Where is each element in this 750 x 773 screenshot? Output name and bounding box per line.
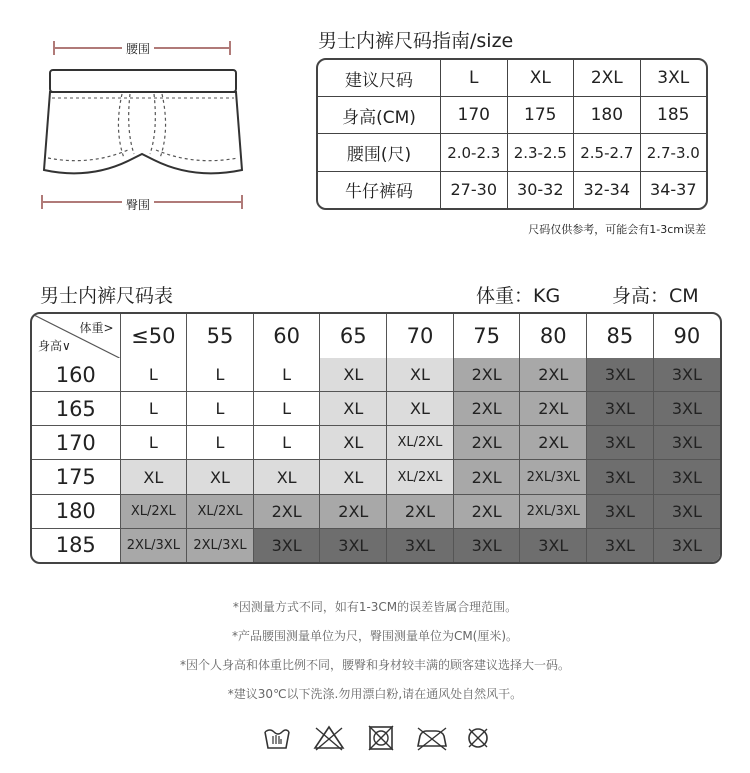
size-cell: 3XL: [320, 528, 387, 562]
height-cell: 180: [32, 494, 120, 528]
size-chart-row: [32, 358, 720, 392]
size-guide-title: 男士内裤尺码指南/size: [318, 30, 514, 52]
weight-header-cell: 60: [253, 314, 320, 358]
guide-row: [318, 134, 706, 171]
hand-wash-30-icon: [262, 724, 292, 752]
guide-row-label: 腰围(尺): [318, 134, 441, 171]
size-cell: 2XL: [453, 392, 520, 426]
size-cell: 3XL: [587, 358, 654, 392]
guide-cell: 34-37: [640, 171, 706, 208]
corner-cell: [32, 314, 120, 358]
guide-cell: 27-30: [441, 171, 508, 208]
size-cell: XL: [320, 426, 387, 460]
weight-unit-label: 体重：KG: [476, 285, 561, 307]
note-line: *因个人身高和体重比例不同，腰臀和身材较丰满的顾客建议选择大一码。: [179, 658, 570, 672]
weight-header-row: [32, 314, 720, 358]
size-cell: 2XL: [253, 494, 320, 528]
size-cell: XL: [320, 358, 387, 392]
underwear-diagram: [30, 30, 260, 220]
size-chart-row: [32, 528, 720, 562]
size-chart-table: [30, 312, 722, 564]
weight-header-cell: ≤50: [120, 314, 187, 358]
size-cell: 2XL: [453, 358, 520, 392]
corner-weight-label: 体重>: [79, 321, 114, 335]
guide-cell: 185: [640, 97, 706, 134]
size-cell: XL/2XL: [387, 426, 454, 460]
size-cell: L: [253, 426, 320, 460]
size-cell: XL: [387, 392, 454, 426]
size-cell: 2XL/3XL: [120, 528, 187, 562]
no-iron-icon: [414, 724, 450, 752]
size-cell: XL: [253, 460, 320, 494]
size-cell: 2XL: [453, 494, 520, 528]
guide-cell: 2.3-2.5: [507, 134, 574, 171]
size-cell: L: [253, 392, 320, 426]
size-cell: XL/2XL: [120, 494, 187, 528]
height-cell: 165: [32, 392, 120, 426]
size-cell: L: [120, 392, 187, 426]
size-chart-row: [32, 494, 720, 528]
size-cell: 3XL: [587, 392, 654, 426]
weight-header-cell: 90: [653, 314, 720, 358]
size-cell: 2XL/3XL: [520, 494, 587, 528]
guide-row: [318, 97, 706, 134]
size-cell: 2XL: [520, 392, 587, 426]
guide-header-cell: 建议尺码: [318, 60, 441, 97]
size-cell: 2XL: [520, 358, 587, 392]
guide-cell: 175: [507, 97, 574, 134]
note-line: *建议30℃以下洗涤.勿用漂白粉,请在通风处自然风干。: [227, 687, 523, 701]
no-dry-clean-icon: [464, 724, 492, 752]
size-cell: XL: [120, 460, 187, 494]
guide-cell: 2.5-2.7: [574, 134, 641, 171]
notes: [0, 598, 750, 714]
height-cell: 185: [32, 528, 120, 562]
size-cell: 2XL: [320, 494, 387, 528]
size-cell: 3XL: [653, 392, 720, 426]
note-line: *产品腰围测量单位为尺，臀围测量单位为CM(厘米)。: [231, 629, 519, 643]
size-cell: 3XL: [520, 528, 587, 562]
weight-header-cell: 65: [320, 314, 387, 358]
no-bleach-icon: [312, 724, 346, 752]
size-cell: 3XL: [653, 460, 720, 494]
guide-cell: 30-32: [507, 171, 574, 208]
size-cell: XL: [320, 392, 387, 426]
guide-row: [318, 171, 706, 208]
size-cell: 3XL: [387, 528, 454, 562]
size-guide-note: 尺码仅供参考，可能会有1-3cm误差: [528, 223, 706, 236]
height-cell: 170: [32, 426, 120, 460]
size-cell: 2XL: [520, 426, 587, 460]
size-cell: 3XL: [653, 528, 720, 562]
size-cell: XL: [320, 460, 387, 494]
guide-row-label: 牛仔裤码: [318, 171, 441, 208]
height-cell: 175: [32, 460, 120, 494]
size-cell: 3XL: [587, 528, 654, 562]
briefs-outline-icon: [30, 30, 260, 220]
size-cell: 3XL: [653, 426, 720, 460]
size-cell: 3XL: [587, 426, 654, 460]
guide-cell: 170: [441, 97, 508, 134]
weight-header-cell: 85: [587, 314, 654, 358]
size-cell: 3XL: [587, 494, 654, 528]
size-cell: L: [187, 358, 254, 392]
size-cell: 3XL: [253, 528, 320, 562]
size-chart-title: 男士内裤尺码表: [40, 285, 174, 307]
guide-cell: 32-34: [574, 171, 641, 208]
size-cell: XL: [387, 358, 454, 392]
weight-header-cell: 80: [520, 314, 587, 358]
no-tumble-dry-icon: [366, 724, 396, 752]
size-cell: 2XL/3XL: [520, 460, 587, 494]
weight-header-cell: 70: [387, 314, 454, 358]
guide-header-cell: 3XL: [640, 60, 706, 97]
weight-header-cell: 55: [187, 314, 254, 358]
guide-cell: 2.0-2.3: [441, 134, 508, 171]
size-cell: 3XL: [653, 358, 720, 392]
guide-header-cell: 2XL: [574, 60, 641, 97]
hip-label: 臀围: [122, 196, 154, 213]
height-unit-label: 身高：CM: [612, 285, 699, 307]
guide-header-row: [318, 60, 706, 97]
size-cell: L: [187, 392, 254, 426]
size-guide-table: [316, 58, 708, 210]
size-cell: XL/2XL: [187, 494, 254, 528]
guide-header-cell: L: [441, 60, 508, 97]
height-cell: 160: [32, 358, 120, 392]
size-cell: 2XL/3XL: [187, 528, 254, 562]
size-chart-row: [32, 460, 720, 494]
guide-cell: 180: [574, 97, 641, 134]
size-cell: 2XL: [387, 494, 454, 528]
size-cell: XL/2XL: [387, 460, 454, 494]
waist-label: 腰围: [122, 40, 154, 57]
note-line: *因测量方式不同，如有1-3CM的误差皆属合理范围。: [232, 600, 518, 614]
size-cell: L: [253, 358, 320, 392]
weight-header-cell: 75: [453, 314, 520, 358]
size-cell: L: [120, 358, 187, 392]
size-chart-row: [32, 426, 720, 460]
size-cell: 3XL: [453, 528, 520, 562]
size-cell: 3XL: [587, 460, 654, 494]
guide-cell: 2.7-3.0: [640, 134, 706, 171]
size-cell: 3XL: [653, 494, 720, 528]
size-cell: 2XL: [453, 426, 520, 460]
corner-height-label: 身高∨: [38, 339, 71, 353]
size-cell: 2XL: [453, 460, 520, 494]
size-cell: L: [120, 426, 187, 460]
guide-row-label: 身高(CM): [318, 97, 441, 134]
size-cell: L: [187, 426, 254, 460]
size-cell: XL: [187, 460, 254, 494]
size-chart-row: [32, 392, 720, 426]
guide-header-cell: XL: [507, 60, 574, 97]
